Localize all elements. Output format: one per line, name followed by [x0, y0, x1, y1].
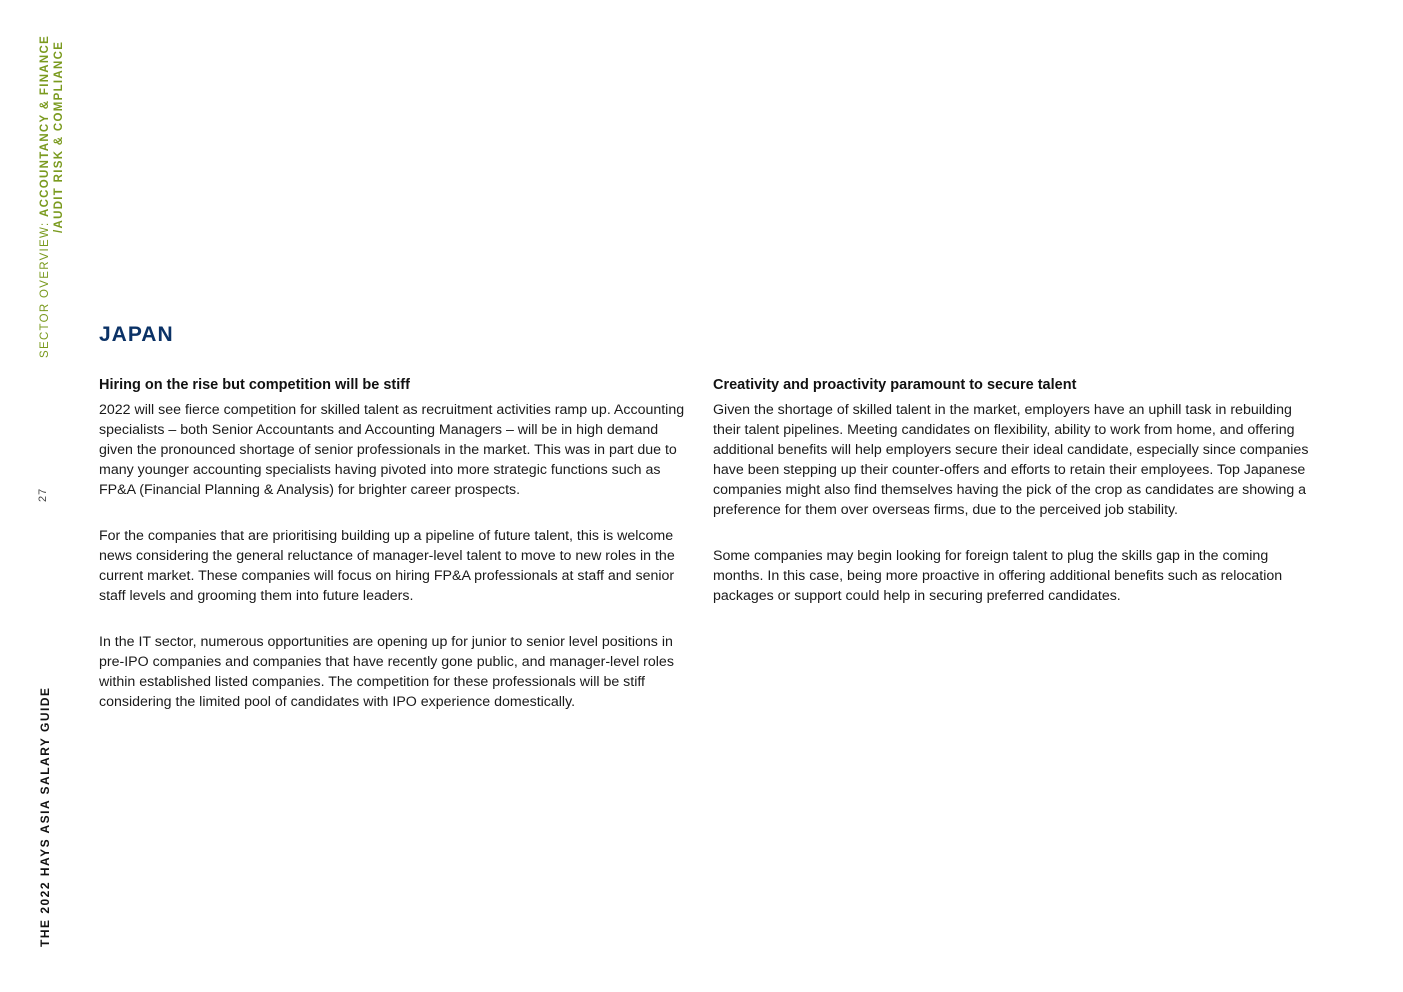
sector-line-1: ACCOUNTANCY & FINANCE	[39, 34, 51, 218]
sector-overview-label	[38, 35, 66, 358]
left-column	[99, 375, 691, 738]
guide-title: THE 2022 HAYS ASIA SALARY GUIDE	[38, 686, 52, 947]
right-paragraph-1: Given the shortage of skilled talent in the market, employers have an uphill task in rebuilding their talent pipelines. Meeting candidates on flexibility, ability to work from home, and offering additional benefits will help employers secure their ideal candidate, especially since companies have been stepping up their counter-offers and efforts to retain their employees. Top Japanese companies might also find themselves having the pick of the crop as candidates are showing a preference for them over overseas firms, due to the perceived job stability.	[713, 402, 1309, 518]
left-paragraph-2: For the companies that are prioritising building up a pipeline of future talent, this is welcome news considering the general reluctance of manager-level talent to move to new roles in the current market. These companies will focus on hiring FP&A professionals at staff and senior staff levels and grooming them into future leaders.	[99, 528, 675, 604]
right-paragraph-2: Some companies may begin looking for foreign talent to plug the skills gap in the coming months. In this case, being more proactive in offering additional benefits such as relocation packages or support could help in securing preferred candidates.	[713, 548, 1283, 604]
country-heading: JAPAN	[99, 323, 174, 346]
page-number: 27	[37, 487, 49, 502]
sector-line-2: /AUDIT RISK & COMPLIANCE	[53, 40, 65, 233]
right-section-heading: Creativity and proactivity paramount to secure talent	[713, 377, 1077, 393]
right-column	[713, 375, 1309, 632]
left-paragraph-3: In the IT sector, numerous opportunities are opening up for junior to senior level positions in pre-IPO companies and companies that have recently gone public, and manager-level roles within established listed companies. The competition for these professionals will be stiff considering the limited pool of candidates with IPO experience domestically.	[99, 634, 674, 710]
left-paragraph-1: 2022 will see fierce competition for skilled talent as recruitment activities ramp up. Accounting specialists – both Senior Accountants and Accounting Managers – will be in high demand given the pronounced shortage of senior professionals in the market. This was in part due to many younger accounting specialists having pivoted into more strategic functions such as FP&A (Financial Planning & Analysis) for brighter career prospects.	[99, 402, 685, 498]
left-section-heading: Hiring on the rise but competition will be stiff	[99, 377, 410, 393]
sector-prefix: SECTOR OVERVIEW:	[39, 217, 51, 358]
